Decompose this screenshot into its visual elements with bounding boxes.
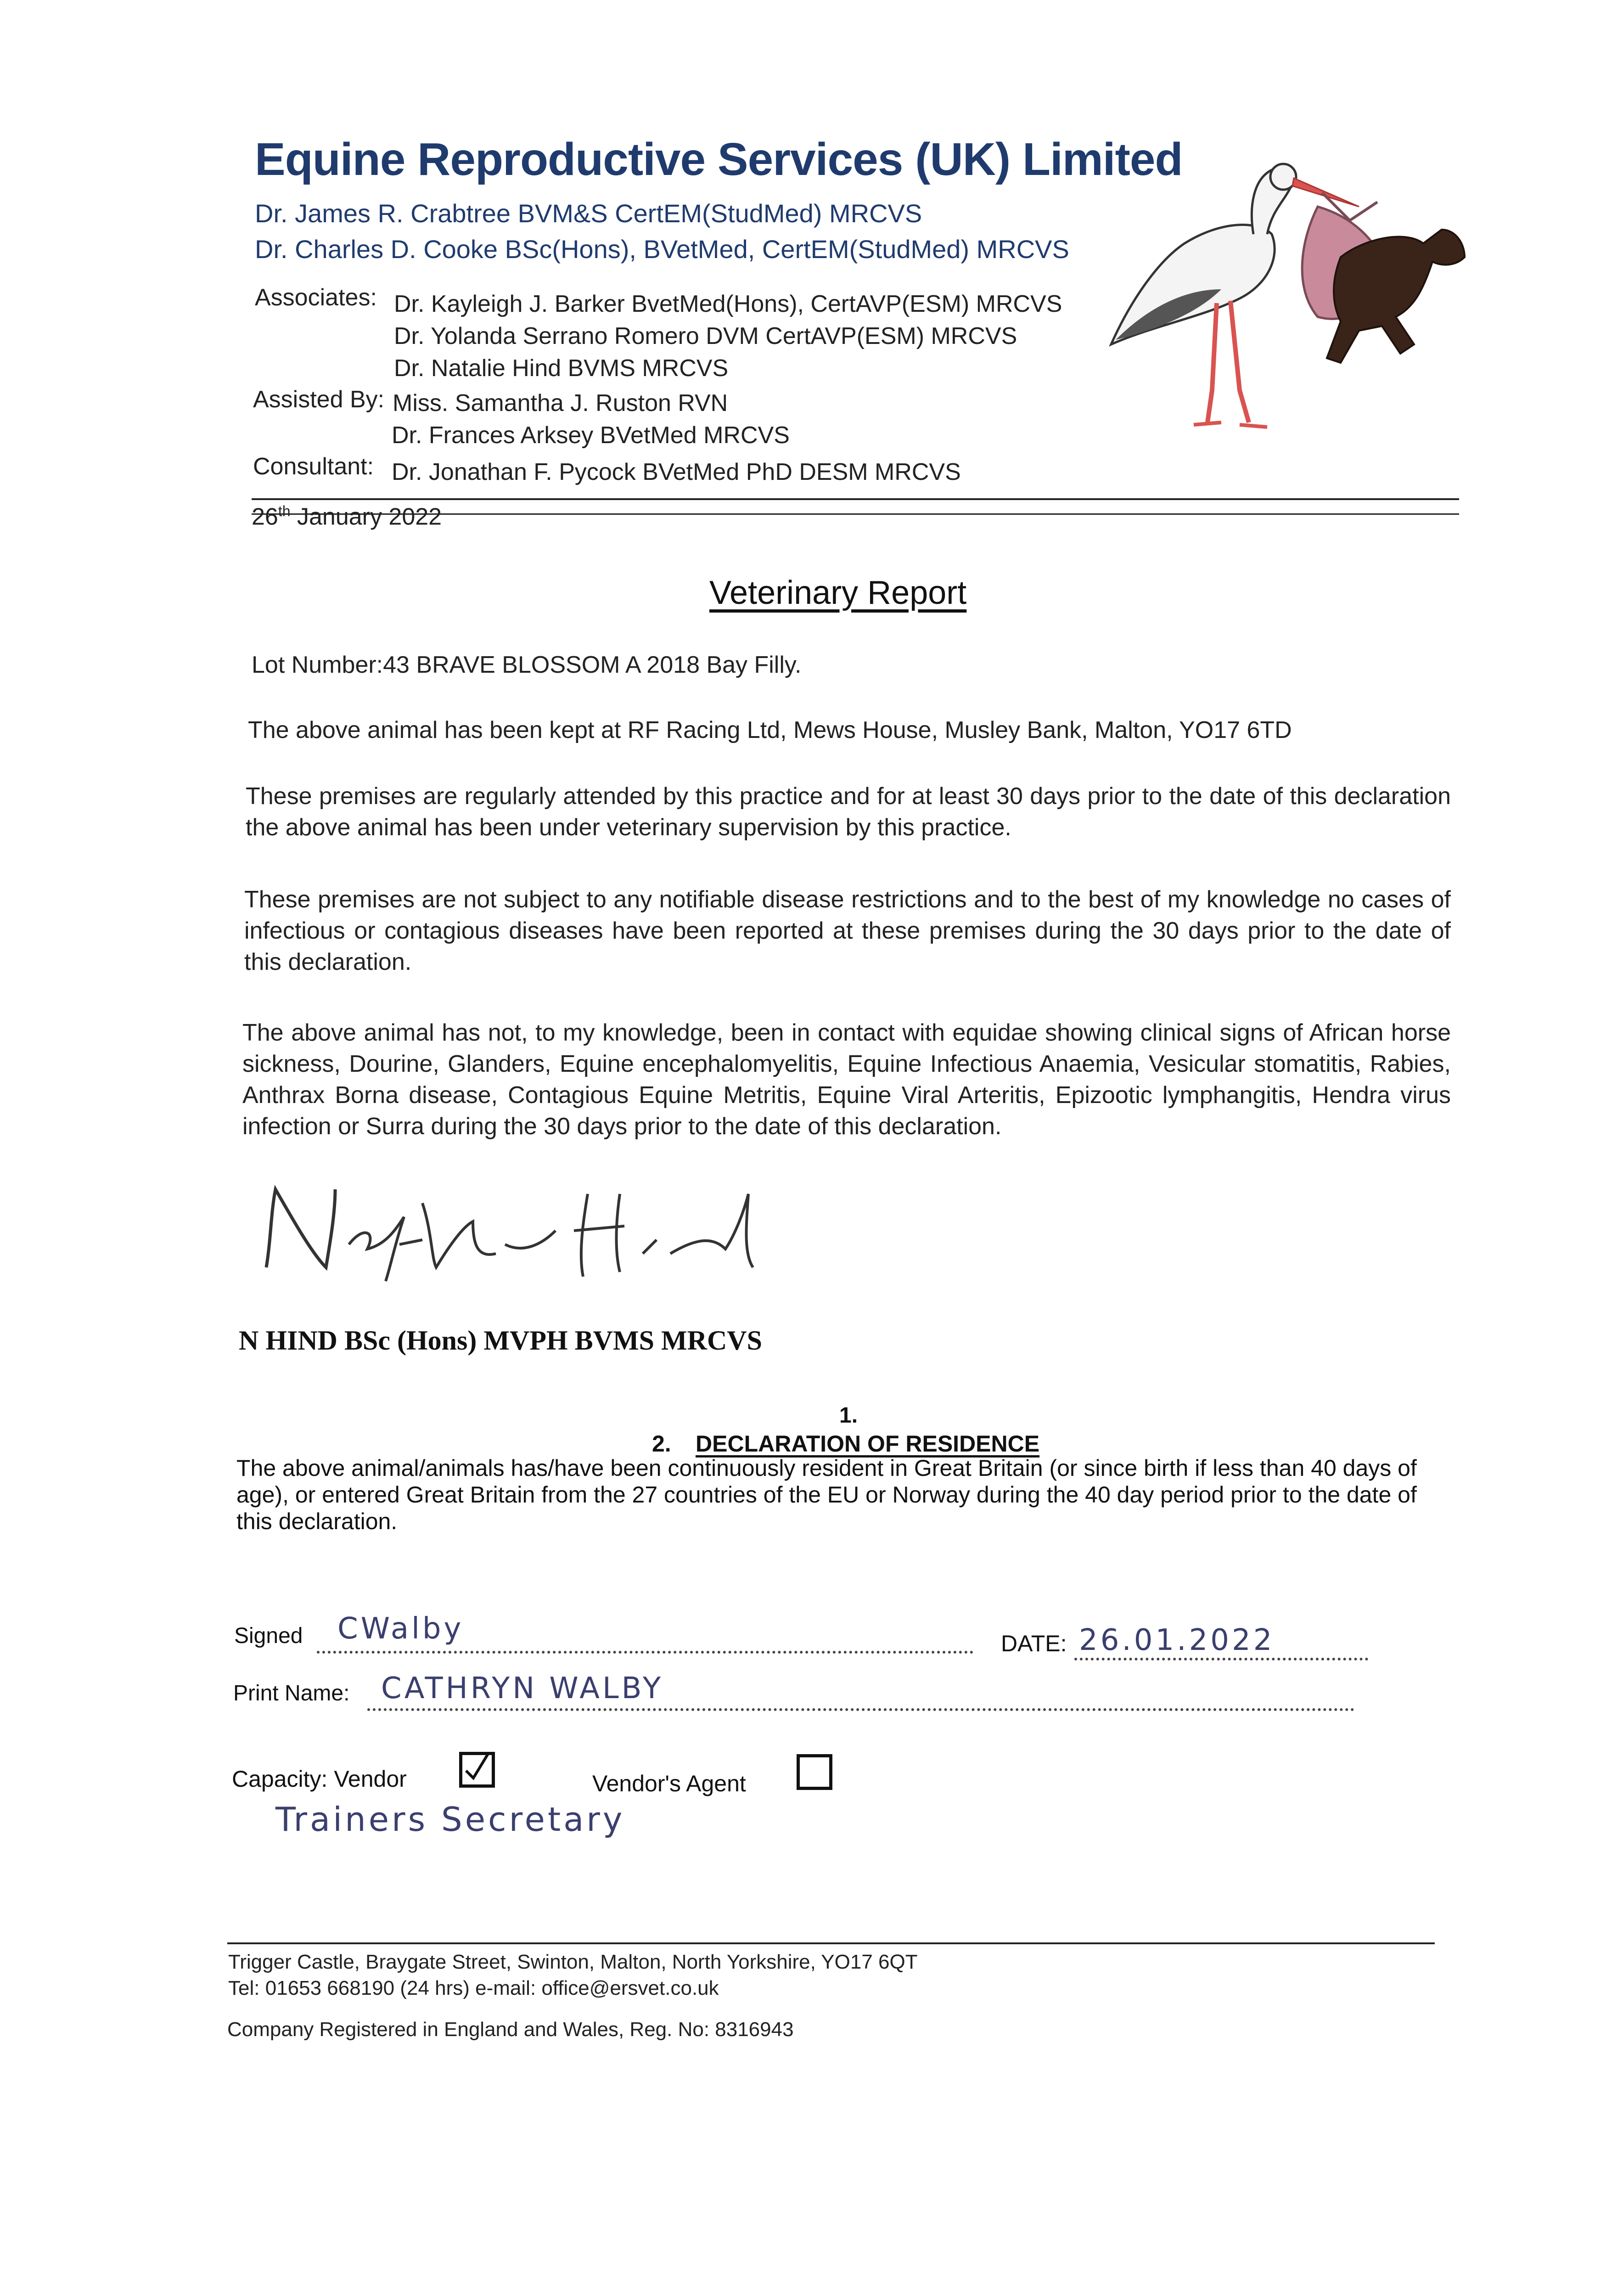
checkmark-icon [462, 1755, 492, 1784]
report-title: Veterinary Report [709, 574, 967, 611]
associate-2: Dr. Yolanda Serrano Romero DVM CertAVP(ESM) MRCVS [394, 323, 1017, 349]
capacity-label: Capacity: Vendor [232, 1766, 407, 1792]
capacity-note: Trainers Secretary [275, 1800, 625, 1839]
header-rule [252, 498, 1459, 500]
partner-2: Dr. Charles D. Cooke BSc(Hons), BVetMed, CertEM(StudMed) MRCVS [255, 235, 1069, 264]
lot-number: Lot Number:43 BRAVE BLOSSOM A 2018 Bay Filly. [252, 652, 802, 678]
date-label: DATE: [1001, 1631, 1067, 1656]
consultant-name: Dr. Jonathan F. Pycock BVetMed PhD DESM MRCVS [392, 459, 961, 485]
print-name-dotted-line [367, 1708, 1354, 1711]
print-name-label: Print Name: [233, 1681, 350, 1705]
stork-logo-icon [1102, 152, 1478, 445]
footer-contact: Tel: 01653 668190 (24 hrs) e-mail: office@ersvet.co.uk [228, 1977, 719, 1999]
assistant-1: Miss. Samantha J. Ruston RVN [393, 390, 728, 416]
date-dotted-line [1074, 1658, 1368, 1660]
associate-1: Dr. Kayleigh J. Barker BvetMed(Hons), CertAVP(ESM) MRCVS [394, 291, 1062, 317]
company-name: Equine Reproductive Services (UK) Limited [255, 134, 1183, 185]
signed-dotted-line [317, 1651, 973, 1654]
footer-address: Trigger Castle, Braygate Street, Swinton, Malton, North Yorkshire, YO17 6QT [228, 1951, 918, 1973]
declaration-number-2: 2. [652, 1431, 671, 1457]
date-suffix: th [278, 503, 291, 519]
vendors-agent-checkbox[interactable] [797, 1754, 832, 1790]
associates-label: Associates: [255, 284, 377, 311]
consultant-label: Consultant: [253, 453, 374, 480]
vet-signature-icon [257, 1176, 785, 1286]
restrictions-paragraph: These premises are not subject to any notifiable disease restrictions and to the best of my knowledge no cases of infectious or contagious diseases have been reported at these premises during the 30 days prior to the date of this declaration. [244, 886, 1451, 975]
print-name-value: CATHRYN WALBY [381, 1671, 664, 1705]
assistant-2: Dr. Frances Arksey BVetMed MRCVS [392, 422, 790, 449]
declaration-number-1: 1. [839, 1403, 858, 1428]
vendors-agent-label: Vendor's Agent [592, 1771, 746, 1796]
declaration-heading: DECLARATION OF RESIDENCE [696, 1431, 1040, 1457]
assisted-label: Assisted By: [253, 386, 385, 413]
premises-line: The above animal has been kept at RF Racing Ltd, Mews House, Musley Bank, Malton, YO17 6TD [248, 717, 1292, 743]
report-date [252, 503, 442, 530]
supervision-paragraph: These premises are regularly attended by this practice and for at least 30 days prior to the date of this declaration the above animal has been under veterinary supervision by this practice. [246, 783, 1451, 841]
signed-value: CWalby [337, 1612, 464, 1646]
footer-rule [227, 1942, 1435, 1944]
date-value: 26.01.2022 [1079, 1623, 1275, 1657]
date-day: 26 [252, 503, 278, 530]
declaration-body: The above animal/animals has/have been continuously resident in Great Britain (or since birth if less than 40 days of age), or entered Great Britain from the 27 countries of the EU or Norway during the 40 day period prior to the date of this declaration. [236, 1455, 1417, 1534]
vendor-checkbox[interactable] [459, 1752, 495, 1788]
date-rest: January 2022 [290, 503, 442, 530]
signed-label: Signed [234, 1624, 303, 1648]
disease-contact-paragraph: The above animal has not, to my knowledge, been in contact with equidae showing clinical signs of African horse sickness, Dourine, Glanders, Equine encephalomyelitis, Equine Infectious Anaemia, Vesicular stomatitis, Rabies, Anthrax Borna disease, Contagious Equine Metritis, Equine Viral Arteritis, Epizootic lymphangitis, Hendra virus infection or Surra during the 30 days prior to the date of this declaration. [242, 1019, 1451, 1140]
vet-title: N HIND BSc (Hons) MVPH BVMS MRCVS [239, 1325, 762, 1356]
footer-registration: Company Registered in England and Wales, Reg. No: 8316943 [227, 2018, 794, 2041]
partner-1: Dr. James R. Crabtree BVM&S CertEM(StudMed) MRCVS [255, 199, 922, 228]
associate-3: Dr. Natalie Hind BVMS MRCVS [394, 355, 729, 382]
